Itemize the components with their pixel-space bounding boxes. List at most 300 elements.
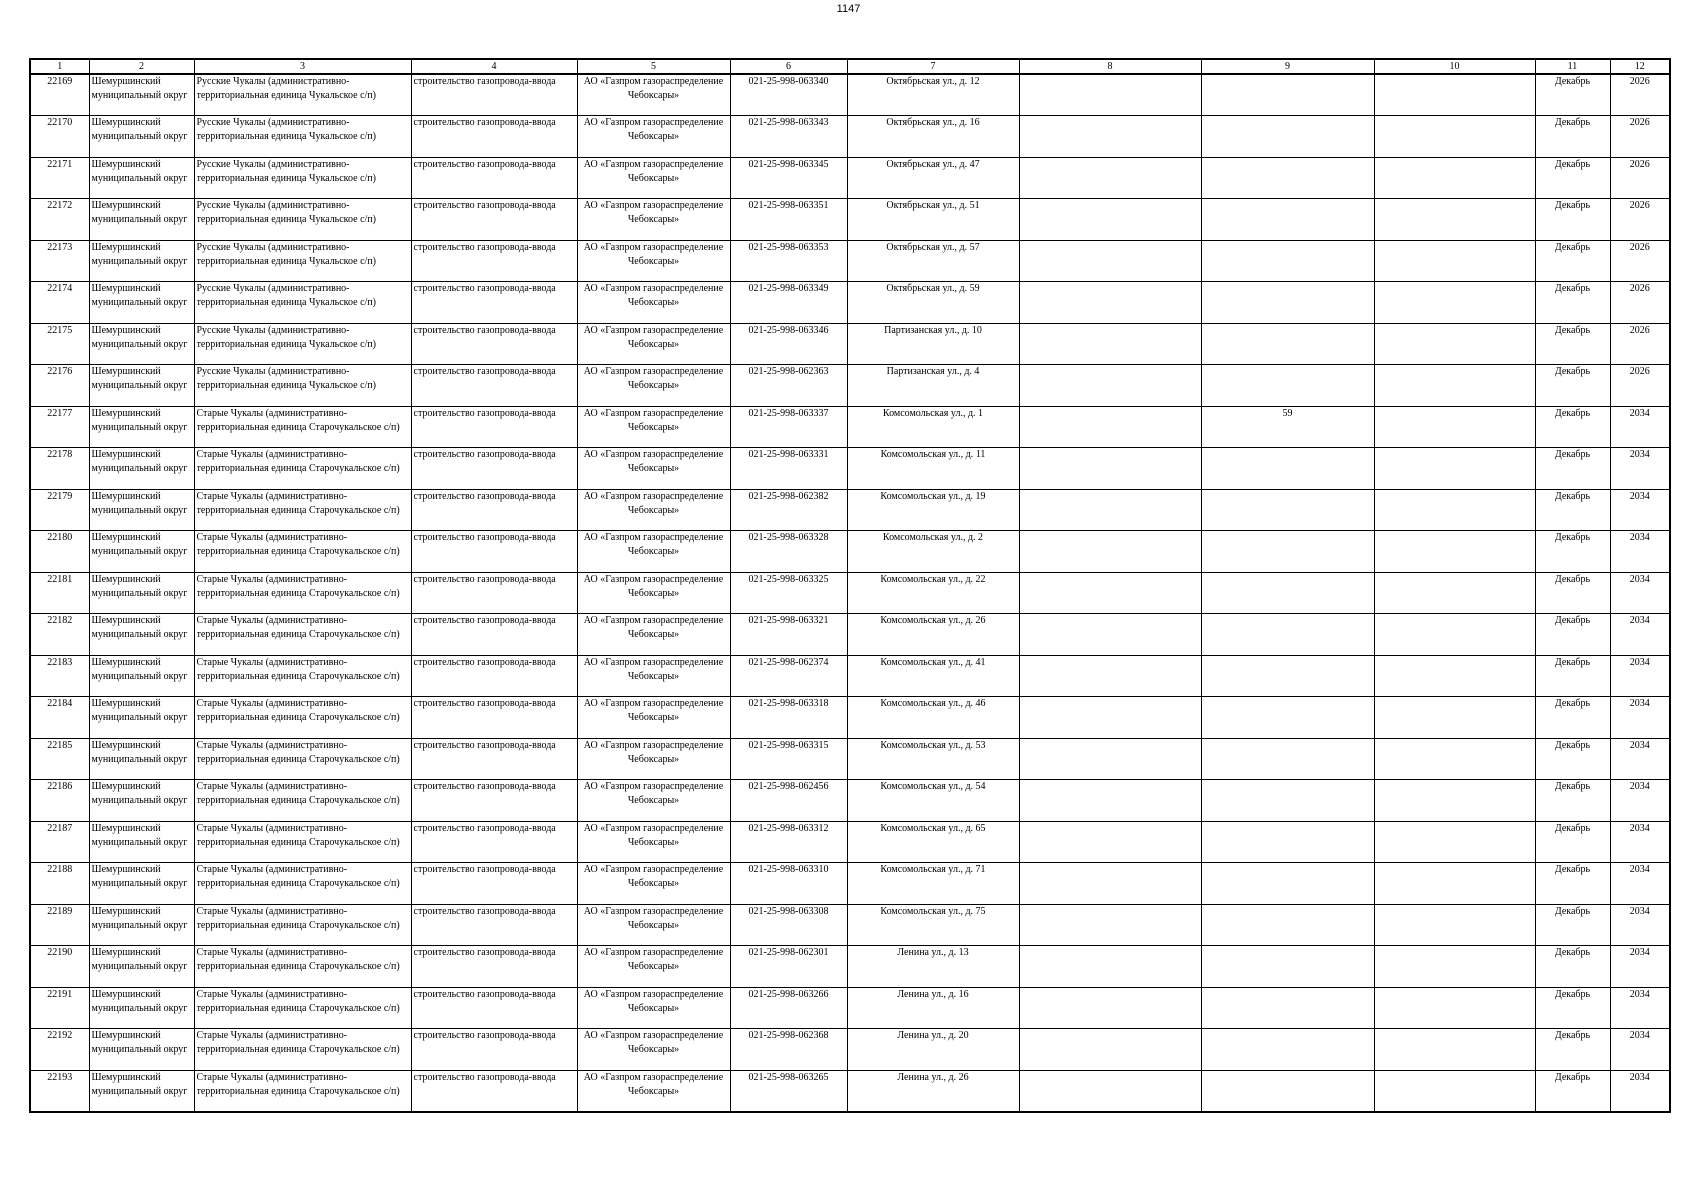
- col8-cell: [1019, 904, 1201, 946]
- col8-cell: [1019, 614, 1201, 656]
- col10-cell: [1374, 157, 1535, 199]
- work-type-cell: [411, 987, 577, 1029]
- month-cell: [1535, 157, 1610, 199]
- table-row: [30, 904, 1670, 946]
- object-code-text: 021-25-998-063312: [748, 822, 829, 834]
- column-header: 4: [411, 59, 577, 74]
- address-text: Комсомольская ул., д. 11: [880, 449, 986, 460]
- operator-cell: [577, 780, 730, 822]
- operator-cell: [577, 199, 730, 241]
- address-cell: [847, 987, 1019, 1029]
- work-type-text: строительство газопровода-ввода: [413, 781, 556, 792]
- col9-cell: [1201, 365, 1374, 407]
- col10-cell: [1374, 489, 1535, 531]
- row-number-cell: [30, 987, 89, 1029]
- settlement-text: Старые Чукалы (административно-территориальная единица Старочукальское с/п): [196, 1071, 400, 1097]
- work-type-cell: [411, 738, 577, 780]
- row-number-cell: [30, 406, 89, 448]
- operator-text: АО «Газпром газораспределение Чебоксары»: [583, 988, 724, 1014]
- col10-text: [1377, 905, 1533, 945]
- operator-cell: [577, 240, 730, 282]
- table-row: [30, 863, 1670, 905]
- col8-cell: [1019, 157, 1201, 199]
- address-cell: [847, 406, 1019, 448]
- municipality-cell: [89, 489, 194, 531]
- work-type-cell: [411, 199, 577, 241]
- object-code-text: 021-25-998-063346: [748, 324, 829, 336]
- col8-text: [1022, 199, 1199, 239]
- month-cell: [1535, 531, 1610, 573]
- col10-cell: [1374, 323, 1535, 365]
- table-row: [30, 489, 1670, 531]
- table-row: [30, 738, 1670, 780]
- address-cell: [847, 904, 1019, 946]
- col8-text: [1022, 324, 1199, 364]
- month-cell: [1535, 780, 1610, 822]
- col10-cell: [1374, 946, 1535, 988]
- col10-cell: [1374, 116, 1535, 158]
- operator-cell: [577, 863, 730, 905]
- col8-text: [1022, 697, 1199, 737]
- table-row: [30, 531, 1670, 573]
- settlement-text: Старые Чукалы (административно-территориальная единица Старочукальское с/п): [196, 615, 400, 640]
- work-type-text: строительство газопровода-ввода: [413, 988, 556, 1000]
- municipality-text: Шемуршинский муниципальный округ: [91, 573, 188, 599]
- col8-text: [1022, 780, 1199, 820]
- address-text: Октябрьская ул., д. 59: [886, 283, 980, 294]
- table-row: [30, 406, 1670, 448]
- col10-cell: [1374, 821, 1535, 863]
- operator-text: АО «Газпром газораспределение Чебоксары»: [583, 864, 724, 889]
- month-text: Декабрь: [1554, 988, 1591, 1000]
- row-number-text: 22191: [47, 988, 73, 1000]
- col9-text: [1204, 324, 1372, 364]
- operator-cell: [577, 531, 730, 573]
- row-number-cell: [30, 531, 89, 573]
- object-code-cell: [730, 157, 847, 199]
- col9-cell: [1201, 157, 1374, 199]
- col8-text: [1022, 1071, 1199, 1111]
- address-text: Комсомольская ул., д. 19: [880, 490, 986, 502]
- object-code-text: 021-25-998-063351: [748, 200, 829, 211]
- col10-cell: [1374, 199, 1535, 241]
- col10-text: [1377, 282, 1533, 322]
- table-row: [30, 1029, 1670, 1071]
- work-type-cell: [411, 904, 577, 946]
- operator-cell: [577, 448, 730, 490]
- municipality-text: Шемуршинский муниципальный округ: [91, 532, 188, 557]
- col8-cell: [1019, 780, 1201, 822]
- col9-cell: [1201, 987, 1374, 1029]
- operator-text: АО «Газпром газораспределение Чебоксары»: [583, 739, 724, 765]
- work-type-cell: [411, 821, 577, 863]
- col10-text: [1377, 75, 1533, 115]
- table-row: [30, 946, 1670, 988]
- month-cell: [1535, 74, 1610, 116]
- month-text: Декабрь: [1554, 158, 1591, 170]
- year-text: 2034: [1629, 864, 1650, 875]
- col9-text: [1204, 614, 1372, 654]
- municipality-cell: [89, 1029, 194, 1071]
- object-code-cell: [730, 863, 847, 905]
- col9-text: [1204, 116, 1372, 156]
- object-code-text: 021-25-998-063345: [748, 158, 829, 170]
- col10-text: [1377, 116, 1533, 156]
- municipality-cell: [89, 74, 194, 116]
- object-code-cell: [730, 74, 847, 116]
- address-text: Комсомольская ул., д. 26: [880, 615, 986, 626]
- operator-text: АО «Газпром газораспределение Чебоксары»: [583, 449, 724, 474]
- year-cell: [1610, 738, 1670, 780]
- col9-cell: [1201, 863, 1374, 905]
- municipality-text: Шемуршинский муниципальный округ: [91, 158, 188, 184]
- col8-cell: [1019, 1070, 1201, 1112]
- year-text: 2034: [1629, 905, 1650, 917]
- operator-cell: [577, 572, 730, 614]
- municipality-cell: [89, 614, 194, 656]
- settlement-text: Старые Чукалы (административно-территориальная единица Старочукальское с/п): [196, 781, 400, 806]
- month-text: Декабрь: [1554, 739, 1591, 751]
- month-cell: [1535, 738, 1610, 780]
- year-cell: [1610, 240, 1670, 282]
- table-row: [30, 74, 1670, 116]
- object-code-cell: [730, 116, 847, 158]
- month-cell: [1535, 199, 1610, 241]
- municipality-text: Шемуршинский муниципальный округ: [91, 822, 188, 848]
- col9-text: [1204, 75, 1372, 115]
- row-number-text: 22189: [47, 905, 73, 917]
- table-row: [30, 240, 1670, 282]
- object-code-cell: [730, 904, 847, 946]
- year-cell: [1610, 697, 1670, 739]
- table-row: [30, 821, 1670, 863]
- row-number-cell: [30, 614, 89, 656]
- address-text: Ленина ул., д. 26: [897, 1071, 969, 1083]
- settlement-text: Старые Чукалы (административно-территориальная единица Старочукальское с/п): [196, 1030, 400, 1055]
- col9-cell: [1201, 448, 1374, 490]
- object-code-cell: [730, 323, 847, 365]
- year-text: 2034: [1629, 1071, 1650, 1083]
- settlement-cell: [194, 531, 411, 573]
- object-code-text: 021-25-998-062456: [748, 781, 829, 792]
- col10-text: [1377, 324, 1533, 364]
- object-code-cell: [730, 448, 847, 490]
- address-text: Комсомольская ул., д. 75: [880, 905, 986, 917]
- col10-cell: [1374, 738, 1535, 780]
- col9-text: [1204, 988, 1372, 1028]
- work-type-text: строительство газопровода-ввода: [413, 822, 556, 834]
- col10-text: [1377, 822, 1533, 862]
- address-cell: [847, 531, 1019, 573]
- settlement-text: Старые Чукалы (административно-территориальная единица Старочукальское с/п): [196, 822, 400, 848]
- municipality-text: Шемуршинский муниципальный округ: [91, 449, 188, 474]
- col10-cell: [1374, 406, 1535, 448]
- municipality-cell: [89, 987, 194, 1029]
- year-cell: [1610, 572, 1670, 614]
- col8-cell: [1019, 946, 1201, 988]
- address-cell: [847, 116, 1019, 158]
- municipality-cell: [89, 323, 194, 365]
- col10-cell: [1374, 780, 1535, 822]
- month-text: Декабрь: [1554, 283, 1591, 294]
- object-code-text: 021-25-998-063337: [748, 407, 829, 419]
- column-header: 5: [577, 59, 730, 74]
- col8-text: [1022, 365, 1199, 405]
- year-cell: [1610, 946, 1670, 988]
- address-text: Ленина ул., д. 16: [897, 988, 969, 1000]
- settlement-cell: [194, 365, 411, 407]
- settlement-cell: [194, 572, 411, 614]
- operator-text: АО «Газпром газораспределение Чебоксары»: [583, 1030, 724, 1055]
- operator-text: АО «Газпром газораспределение Чебоксары»: [583, 947, 724, 972]
- settlement-text: Старые Чукалы (административно-территориальная единица Старочукальское с/п): [196, 739, 400, 765]
- col8-text: [1022, 407, 1199, 447]
- row-number-cell: [30, 655, 89, 697]
- object-code-cell: [730, 987, 847, 1029]
- object-code-cell: [730, 780, 847, 822]
- address-cell: [847, 614, 1019, 656]
- address-cell: [847, 282, 1019, 324]
- municipality-cell: [89, 448, 194, 490]
- settlement-cell: [194, 157, 411, 199]
- col8-text: [1022, 448, 1199, 488]
- year-text: 2034: [1629, 781, 1650, 792]
- row-number-text: 22173: [47, 241, 73, 253]
- col9-cell: [1201, 282, 1374, 324]
- col9-text: [1204, 780, 1372, 820]
- year-text: 2026: [1629, 241, 1650, 253]
- year-text: 2034: [1629, 656, 1650, 668]
- table-row: [30, 1070, 1670, 1112]
- operator-text: АО «Газпром газораспределение Чебоксары»: [583, 822, 724, 848]
- row-number-cell: [30, 157, 89, 199]
- year-text: 2034: [1629, 988, 1650, 1000]
- address-text: Комсомольская ул., д. 71: [880, 864, 986, 875]
- col9-text: [1204, 1029, 1372, 1069]
- municipality-cell: [89, 199, 194, 241]
- col8-text: [1022, 905, 1199, 945]
- table-row: [30, 365, 1670, 407]
- municipality-text: Шемуршинский муниципальный округ: [91, 615, 188, 640]
- year-cell: [1610, 531, 1670, 573]
- col10-text: [1377, 490, 1533, 530]
- object-code-text: 021-25-998-063325: [748, 573, 829, 585]
- col9-cell: [1201, 780, 1374, 822]
- year-cell: [1610, 987, 1670, 1029]
- year-text: 2026: [1629, 324, 1650, 336]
- operator-text: АО «Газпром газораспределение Чебоксары»: [583, 615, 724, 640]
- col10-cell: [1374, 655, 1535, 697]
- address-text: Комсомольская ул., д. 1: [882, 407, 984, 419]
- col8-text: [1022, 116, 1199, 156]
- work-type-text: строительство газопровода-ввода: [413, 283, 556, 294]
- year-text: 2034: [1629, 947, 1650, 958]
- work-type-text: строительство газопровода-ввода: [413, 158, 556, 170]
- column-header: 7: [847, 59, 1019, 74]
- col9-text: [1204, 697, 1372, 737]
- row-number-cell: [30, 116, 89, 158]
- row-number-text: 22179: [47, 490, 73, 502]
- work-type-text: строительство газопровода-ввода: [413, 947, 556, 958]
- work-type-text: строительство газопровода-ввода: [413, 449, 556, 460]
- month-cell: [1535, 987, 1610, 1029]
- table-row: [30, 655, 1670, 697]
- col9-cell: [1201, 821, 1374, 863]
- column-header: 8: [1019, 59, 1201, 74]
- settlement-text: Русские Чукалы (административно-территориальная единица Чукальское с/п): [196, 117, 376, 142]
- col8-cell: [1019, 406, 1201, 448]
- object-code-text: 021-25-998-063266: [748, 988, 829, 1000]
- row-number-text: 22193: [47, 1071, 73, 1083]
- col8-text: [1022, 1029, 1199, 1069]
- object-code-text: 021-25-998-062368: [748, 1030, 829, 1041]
- object-code-text: 021-25-998-062363: [748, 366, 829, 377]
- col8-text: [1022, 739, 1199, 779]
- operator-text: АО «Газпром газораспределение Чебоксары»: [583, 532, 724, 557]
- object-code-text: 021-25-998-062374: [748, 656, 829, 668]
- row-number-text: 22188: [47, 864, 73, 875]
- header-row: [30, 59, 1670, 74]
- year-cell: [1610, 157, 1670, 199]
- work-type-cell: [411, 572, 577, 614]
- address-cell: [847, 738, 1019, 780]
- settlement-cell: [194, 240, 411, 282]
- col9-text: [1204, 531, 1372, 571]
- address-text: Ленина ул., д. 13: [897, 947, 969, 958]
- object-code-text: 021-25-998-062301: [748, 947, 829, 958]
- object-code-cell: [730, 240, 847, 282]
- month-text: Декабрь: [1554, 366, 1591, 377]
- object-code-cell: [730, 365, 847, 407]
- work-type-text: строительство газопровода-ввода: [413, 490, 556, 502]
- col10-text: [1377, 1071, 1533, 1111]
- address-cell: [847, 946, 1019, 988]
- address-cell: [847, 1029, 1019, 1071]
- work-type-cell: [411, 614, 577, 656]
- col9-text: [1204, 199, 1372, 239]
- operator-text: АО «Газпром газораспределение Чебоксары»: [583, 283, 724, 308]
- operator-cell: [577, 738, 730, 780]
- month-cell: [1535, 821, 1610, 863]
- object-code-cell: [730, 738, 847, 780]
- work-type-cell: [411, 116, 577, 158]
- col8-cell: [1019, 489, 1201, 531]
- row-number-cell: [30, 1070, 89, 1112]
- row-number-text: 22187: [47, 822, 73, 834]
- row-number-cell: [30, 697, 89, 739]
- object-code-cell: [730, 614, 847, 656]
- row-number-text: 22180: [47, 532, 73, 543]
- address-text: Комсомольская ул., д. 54: [880, 781, 986, 792]
- object-code-text: 021-25-998-063331: [748, 449, 829, 460]
- settlement-cell: [194, 780, 411, 822]
- object-code-cell: [730, 946, 847, 988]
- year-text: 2026: [1629, 117, 1650, 128]
- month-cell: [1535, 240, 1610, 282]
- settlement-text: Русские Чукалы (административно-территориальная единица Чукальское с/п): [196, 283, 376, 308]
- municipality-cell: [89, 697, 194, 739]
- month-text: Декабрь: [1554, 76, 1591, 87]
- object-code-cell: [730, 697, 847, 739]
- year-cell: [1610, 1070, 1670, 1112]
- settlement-cell: [194, 489, 411, 531]
- month-text: Декабрь: [1554, 698, 1591, 709]
- year-cell: [1610, 863, 1670, 905]
- col8-cell: [1019, 572, 1201, 614]
- object-code-cell: [730, 406, 847, 448]
- municipality-text: Шемуршинский муниципальный округ: [91, 988, 188, 1014]
- settlement-text: Старые Чукалы (административно-территориальная единица Старочукальское с/п): [196, 490, 400, 516]
- month-text: Декабрь: [1554, 905, 1591, 917]
- operator-text: АО «Газпром газораспределение Чебоксары»: [583, 1071, 724, 1097]
- row-number-text: 22181: [47, 573, 73, 585]
- col8-cell: [1019, 531, 1201, 573]
- col10-text: [1377, 448, 1533, 488]
- col9-cell: [1201, 655, 1374, 697]
- settlement-text: Старые Чукалы (административно-территориальная единица Старочукальское с/п): [196, 905, 400, 931]
- municipality-text: Шемуршинский муниципальный округ: [91, 947, 188, 972]
- settlement-text: Старые Чукалы (административно-территориальная единица Старочукальское с/п): [196, 988, 400, 1014]
- operator-text: АО «Газпром газораспределение Чебоксары»: [583, 200, 724, 225]
- work-type-cell: [411, 697, 577, 739]
- settlement-text: Русские Чукалы (административно-территориальная единица Чукальское с/п): [196, 324, 376, 350]
- address-cell: [847, 489, 1019, 531]
- settlement-text: Старые Чукалы (административно-территориальная единица Старочукальское с/п): [196, 407, 400, 433]
- object-code-text: 021-25-998-062382: [748, 490, 829, 502]
- year-cell: [1610, 821, 1670, 863]
- work-type-text: строительство газопровода-ввода: [413, 117, 556, 128]
- object-code-text: 021-25-998-063310: [748, 864, 829, 875]
- month-text: Декабрь: [1554, 532, 1591, 543]
- col9-cell: [1201, 323, 1374, 365]
- col8-text: [1022, 614, 1199, 654]
- col10-text: [1377, 199, 1533, 239]
- col10-text: [1377, 1029, 1533, 1069]
- year-text: 2034: [1629, 822, 1650, 834]
- col9-text: [1204, 822, 1372, 862]
- col10-text: [1377, 158, 1533, 198]
- month-cell: [1535, 1070, 1610, 1112]
- col9-text: [1204, 158, 1372, 198]
- col9-text: [1204, 863, 1372, 903]
- col9-text: [1204, 490, 1372, 530]
- row-number-text: 22183: [47, 656, 73, 668]
- col10-text: [1377, 573, 1533, 613]
- work-type-text: строительство газопровода-ввода: [413, 698, 556, 709]
- col10-text: [1377, 739, 1533, 779]
- row-number-text: 22171: [47, 158, 73, 170]
- col10-text: [1377, 697, 1533, 737]
- table-row: [30, 780, 1670, 822]
- year-text: 2026: [1629, 283, 1650, 294]
- col10-text: [1377, 988, 1533, 1028]
- col9-cell: [1201, 614, 1374, 656]
- address-cell: [847, 697, 1019, 739]
- table-row: [30, 323, 1670, 365]
- col8-cell: [1019, 74, 1201, 116]
- settlement-cell: [194, 282, 411, 324]
- municipality-cell: [89, 780, 194, 822]
- settlement-cell: [194, 821, 411, 863]
- table-row: [30, 448, 1670, 490]
- municipality-text: Шемуршинский муниципальный округ: [91, 241, 188, 267]
- month-text: Декабрь: [1554, 781, 1591, 792]
- municipality-text: Шемуршинский муниципальный округ: [91, 698, 188, 723]
- col9-cell: [1201, 74, 1374, 116]
- object-code-cell: [730, 821, 847, 863]
- row-number-text: 22174: [47, 283, 73, 294]
- row-number-text: 22172: [47, 200, 73, 211]
